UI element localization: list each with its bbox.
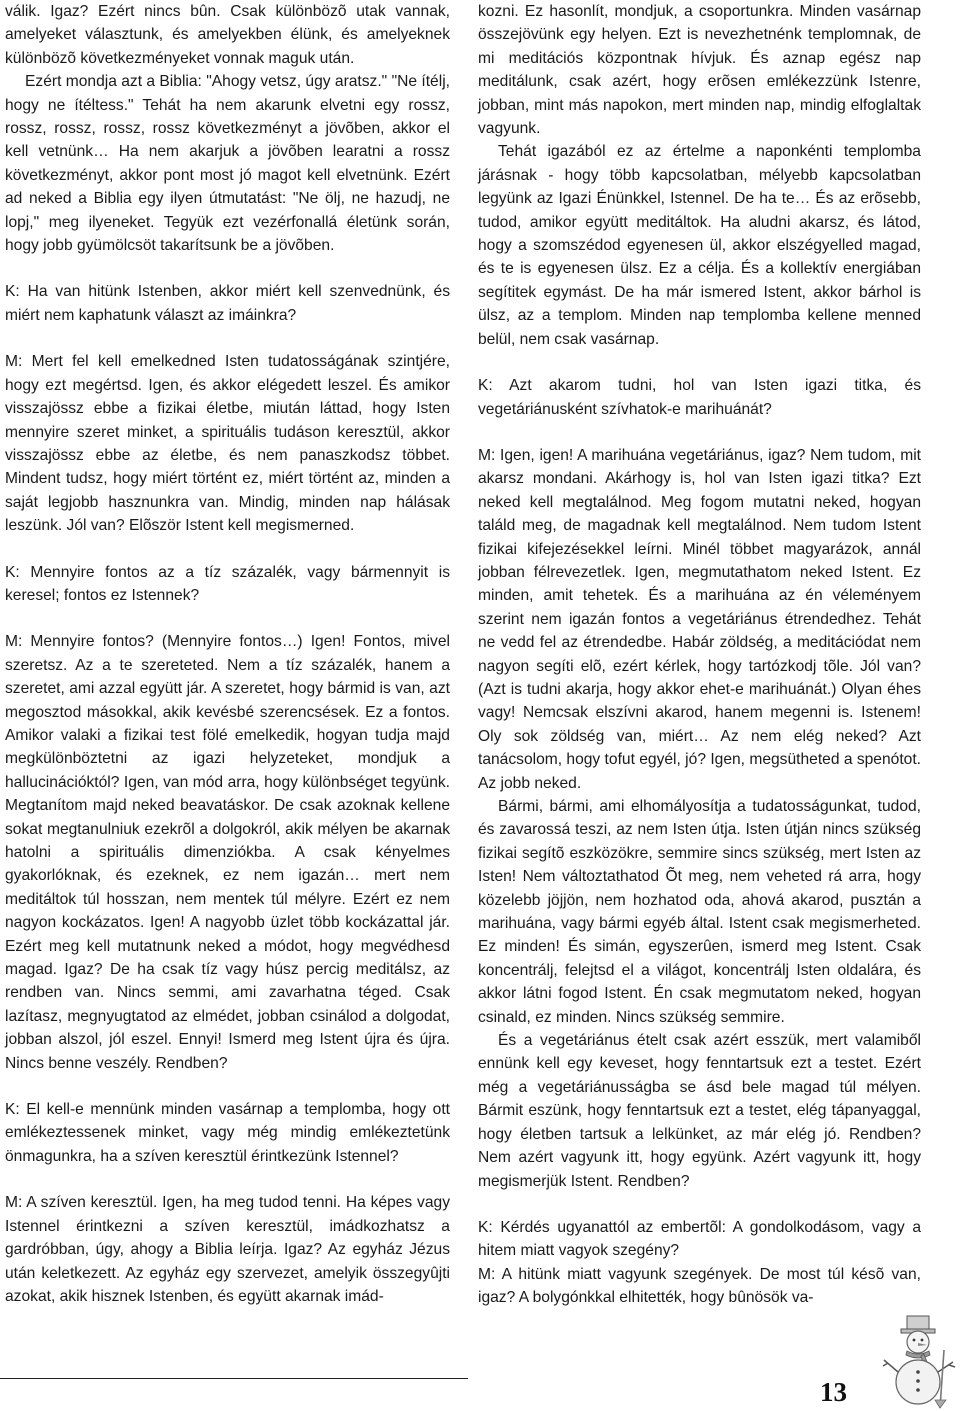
- answer: M: Mennyire fontos? (Mennyire fontos…) Igen! Fontos, mivel szeretsz. Az a te szereteted. Nem a tíz százalék, hanem a szeretet, ami azzal együtt jár. A szeretet, hogy bármid is van, azt megosztod másokkal, akik kevésbé szerencsések. Ez a fontos. Amikor valaki a fizikai test fölé emelkedik, hogyan tudja majd megkülönböztetni az igazi helyzeteket, mondjuk a hallucinációktól? Igen, van mód arra, hogy különbséget tegyünk. Megtanítom majd neked beavatáskor. De csak azoknak kellene sokat megtanulniuk ezekrõl a dolgokról, akik mélyen be akarnak hatolni a spirituális dimenziókba. A csak kényelmes gyakorlóknak, és ezeknek, ez nem igazán… mert nem meditáltok túl hosszan, nem mentek túl mélyre. Ezért ez nem nagyon kockázatos. Igen! A nagyobb üzlet több kockázattal jár. Ezért meg kell mutatnunk neked a módot, hogy megvédhesd magad. Igaz? De ha csak tíz vagy húsz percig meditálsz, az rendben van. Nincs semmi, ami zavarhatna téged. Csak lazítasz, megnyugtatod az elmédet, jobban csinálod a dolgodat, jobban alszol, jól eszel. Ennyi! Ismerd meg Istent újra és újra. Nincs benne veszély. Rendben?: [5, 633, 450, 1072]
- question: K: Ha van hitünk Istenben, akkor miért kell szenvednünk, és miért nem kaphatunk választ az imáinkra?: [5, 283, 450, 324]
- paragraph: Bármi, bármi, ami elhomályosítja a tudatosságunkat, tudod, és zavarossá teszi, az nem Isten útja. Isten útján nincs szükség fizikai segítõ eszközökre, semmire sincs szükség, mert Isten az Isten! Nem változtathatod Õt meg, nem veheted rá arra, hogy közelebb jöjjön, nem hozhatod oda, ahová akarod, pusztán a marihuána, vagy bármi egyéb által. Istent csak megismerheted. Ez minden! És simán, egyszerûen, ismerd meg Istent. Csak koncentrálj, felejtsd el a világot, koncentrálj Isten oldalára, és akkor látni fogod Istent. Én csak megmutatom neked, hogyan csinald, ez minden. Nincs szükség semmire.: [478, 798, 921, 1026]
- answer: M: A szíven keresztül. Igen, ha meg tudod tenni. Ha képes vagy Istennel érintkezni a szíven keresztül, imádkozhatsz a gardróbban, úgy, ahogy a Biblia leírja. Igaz? Az egyház Jézus után keletkezett. Az egyház egy szervezet, amelyik összegyûjti azokat, akik hisznek Istenben, és együtt akarnak imád-: [5, 1194, 450, 1305]
- paragraph: Tehát igazából ez az értelme a naponkénti templomba járásnak - hogy több kapcsolatban, mélyebb kapcsolatban legyünk az Igazi Énünkkel, Istennel. De ha te… És az erõsebb, tudod, amikor együtt meditáltok. Ha aludni akarsz, és látod, hogy a szomszédod egyenesen ül, akkor elszégyelled magad, és te is egyenesen ülsz. Ez a célja. És a kollektív energiában segítitek egymást. De ha már ismered Istent, akkor bárhol is ülsz, az a templom. Minden nap templomba kellene menned belül, nem csak vasárnap.: [478, 143, 921, 348]
- answer: M: Mert fel kell emelkedned Isten tudatosságának szintjére, hogy ezt megértsd. Igen, és akkor elégedett leszel. És amikor visszajössz ebbe a fizikai életbe, miután láttad, hogy Isten mennyire szeret minket, a spirituális tudáson keresztül, akkor visszajössz ebbe az életbe, és nem panaszkodsz többet. Mindent tudsz, hogy miért történt ez, miért történt az, minden a saját legjobb hasznunkra van. Mindig, minden nap hálásak leszünk. Jól van? Elõször Istent kell megismerned.: [5, 353, 450, 535]
- paragraph: Ezért mondja azt a Biblia: "Ahogy vetsz, úgy aratsz." "Ne ítélj, hogy ne ítéltess." Tehát ha nem akarunk elvetni egy rossz, rossz, rossz, rossz, rossz következményt a jövõben, akkor el kell vetnünk… Ha nem akarjuk a jövõben learatni a rossz következményt, akkor pont most jó magot kell elvetnünk. Ezért ad neked a Biblia egy ilyen útmutatást: "Ne ölj, ne hazudj, ne lopj," meg ilyeneket. Tegyük ezt vezérfonallá életünk során, hogy jobb gyümölcsöt takarítsunk be a jövõben.: [5, 73, 450, 255]
- paragraph-continuation: kozni. Ez hasonlít, mondjuk, a csoportunkra. Minden vasárnap összejövünk egy helyen. Ezt is nevezhetnénk templomnak, de mi meditációs központnak hívjuk. És aznap egész nap meditálunk, csak azért, hogy erõsen emlékezzünk Istenre, jobban, mint más napokon, mert minden nap, mindig elfoglaltak vagyunk.: [478, 3, 921, 138]
- question: K: Kérdés ugyanattól az embertõl: A gondolkodásom, vagy a hitem miatt vagyok szegény?: [478, 1218, 921, 1260]
- question: K: Mennyire fontos az a tíz százalék, vagy bármennyit is keresel; fontos ez Istennek?: [5, 563, 450, 604]
- answer: M: A hitünk miatt vagyunk szegények. De most túl késõ van, igaz? A bolygónkkal elhitették, hogy bûnösök va-: [478, 1265, 921, 1307]
- question: K: El kell-e mennünk minden vasárnap a templomba, hogy ott emlékeztessenek minket, vagy még mindig emlékeztetünk önmagunkra, ha a szíven keresztül érintkezünk Istennel?: [5, 1101, 450, 1165]
- left-column: [5, 0, 450, 1308]
- page-number: 13: [820, 1377, 847, 1407]
- answer: M: Igen, igen! A marihuána vegetáriánus, igaz? Nem tudom, mit akarsz mondani. Akárhogy is, hol van Isten igazi titka? Ezt neked kell megtalálnod. Meg fogom mutatni neked, hogyan találd meg, de magadnak kell megtalálnod. Nem tudom Istent fizikai kifejezésekkel leírni. Minél többet magyarázok, annál jobban félrevezetlek. Igen, megmutathatom neked Istent. Ez minden, amit tehetek. És a marihuána az én véleményem szerint nem igazán fontos a vegetáriánus étrendedhez. Tehát ne vedd fel az étrendedbe. Habár zöldség, a meditációdat nem nagyon segíti elõ, ezért kérlek, hogy tartózkodj tõle. Jól van? (Azt is tudni akarja, hogy akkor ehet-e marihuánát.) Olyan éhes vagy! Nemcsak elszívni akarod, hanem megenni is. Istenem! Oly sok zöldség van, miért… Az nem elég neked? Azt tanácsolom, hogy tofut egyél, jó? Igen, megsütheted a spenótot. Az jobb neked.: [478, 446, 921, 792]
- right-column: [478, 0, 921, 1310]
- paragraph-continuation: válik. Igaz? Ezért nincs bûn. Csak különbözõ utak vannak, amelyeket választunk, és amelyekben élünk, és amelyeknek különbözõ következményeket vonnak maguk után.: [5, 3, 450, 67]
- paragraph: És a vegetáriánus ételt csak azért esszük, mert valamiből ennünk kell egy keveset, hogy fenntartsuk ezt a testet. Ezért még a vegetáriánusságba se ásd bele magad túl mélyen. Bármit eszünk, hogy fenntartsuk ezt a testet, elég tápanyaggal, hogy életben tartsuk a lelkünket, az már elég jó. Rendben? Nem azért vagyunk itt, hogy együnk. Azért vagyunk itt, hogy megismerjük Istent. Rendben?: [478, 1032, 921, 1190]
- question: K: Azt akarom tudni, hol van Isten igazi titka, és vegetáriánusként szívhatok-e marihuánát?: [478, 377, 921, 418]
- footer-divider: [0, 1378, 468, 1379]
- snowman-illustration-icon: [880, 1310, 958, 1410]
